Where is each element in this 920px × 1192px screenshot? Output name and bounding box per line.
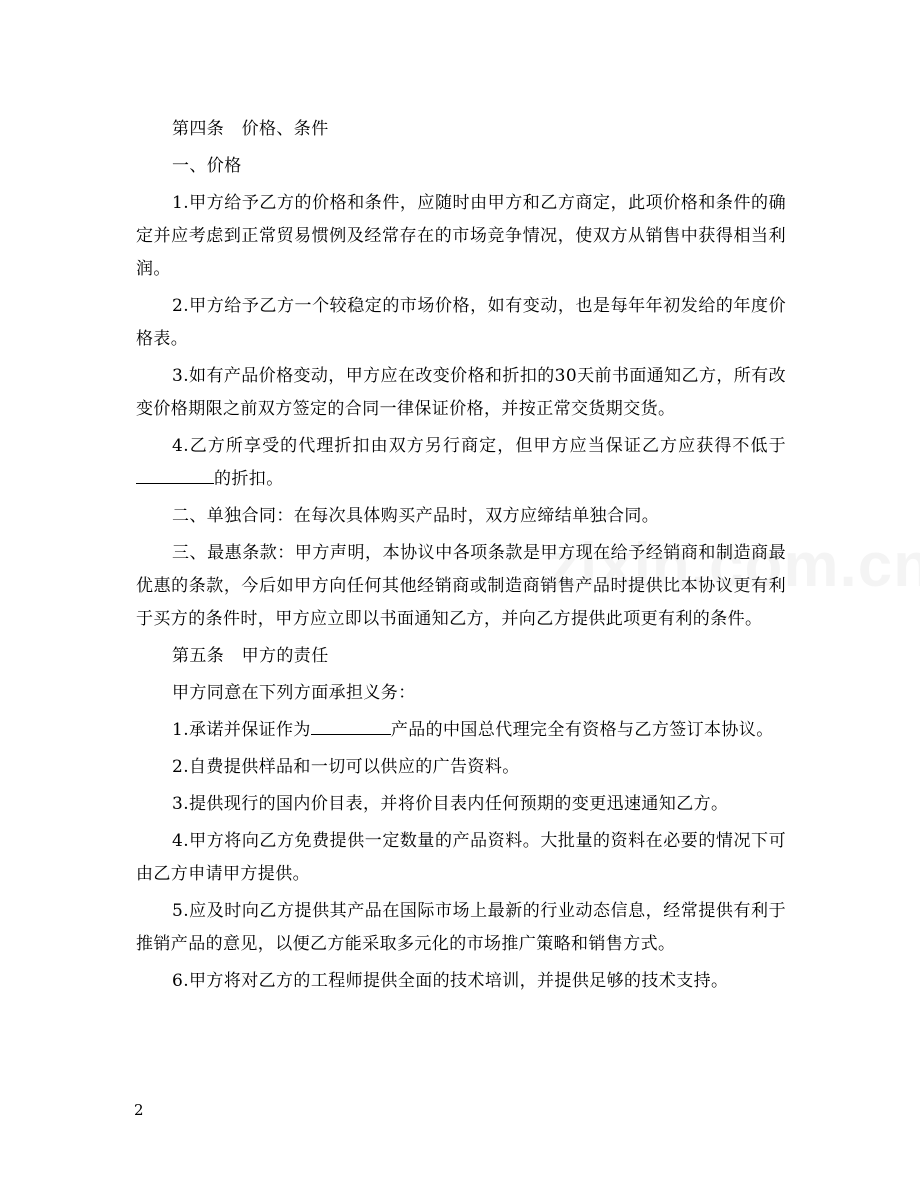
clause-price-4-tail	[136, 469, 284, 489]
clause-price-1: 1.甲方给予乙方的价格和条件，应随时由甲方和乙方商定，此项价格和条件的确定并应考虑到正常贸易惯例及经常存在的市场竞争情况，使双方从销售中获得相当利润。	[136, 193, 786, 279]
product-blank	[311, 716, 391, 735]
discount-blank	[136, 465, 214, 484]
duty-1-end: 产品的中国总代理完全有资格与乙方签订本协议。	[390, 720, 774, 740]
clause-price-4-end: 的折扣。	[214, 469, 284, 489]
article-five-heading: 第五条 甲方的责任	[172, 646, 329, 666]
clause-price-4-text: 4.乙方所享受的代理折扣由双方另行商定，但甲方应当保证乙方应获得不低于	[172, 436, 786, 456]
article-four-heading: 第四条 价格、条件	[172, 119, 329, 139]
party-a-intro: 甲方同意在下列方面承担义务：	[172, 683, 416, 703]
duty-3: 3.提供现行的国内价目表，并将价目表内任何预期的变更迅速通知乙方。	[172, 794, 729, 814]
clause-price-4	[136, 430, 786, 496]
duty-6: 6.甲方将对乙方的工程师提供全面的技术培训，并提供足够的技术支持。	[172, 971, 729, 991]
clause-price-3: 3.如有产品价格变动，甲方应在改变价格和折扣的30天前书面通知乙方，所有改变价格期限之前双方签定的合同一律保证价格，并按正常交货期交货。	[136, 366, 786, 419]
section-most-favored: 三、最惠条款：甲方声明，本协议中各项条款是甲方现在给予经销商和制造商最优惠的条款，今后如甲方向任何其他经销商或制造商销售产品时提供比本协议更有利于买方的条件时，甲方应立即以书面通知乙方，并向乙方提供此项更有利的条件。	[136, 543, 786, 629]
watermark	[548, 530, 920, 601]
section-separate-contract: 二、单独合同：在每次具体购买产品时，双方应缔结单独合同。	[172, 506, 660, 526]
duty-5: 5.应及时向乙方提供其产品在国际市场上最新的行业动态信息，经常提供有利于推销产品的意见，以便乙方能采取多元化的市场推广策略和销售方式。	[136, 901, 786, 954]
duty-1	[136, 714, 786, 747]
clause-price-2: 2.甲方给予乙方一个较稳定的市场价格，如有变动，也是每年年初发给的年度价格表。	[136, 296, 786, 349]
section-price-heading: 一、价格	[172, 156, 242, 176]
page-number: 2	[134, 1101, 144, 1119]
duty-4: 4.甲方将向乙方免费提供一定数量的产品资料。大批量的资料在必要的情况下可由乙方申请甲方提供。	[136, 831, 786, 884]
duty-2: 2.自费提供样品和一切可以供应的广告资料。	[172, 757, 520, 777]
duty-1-text: 1.承诺并保证作为	[172, 720, 311, 740]
